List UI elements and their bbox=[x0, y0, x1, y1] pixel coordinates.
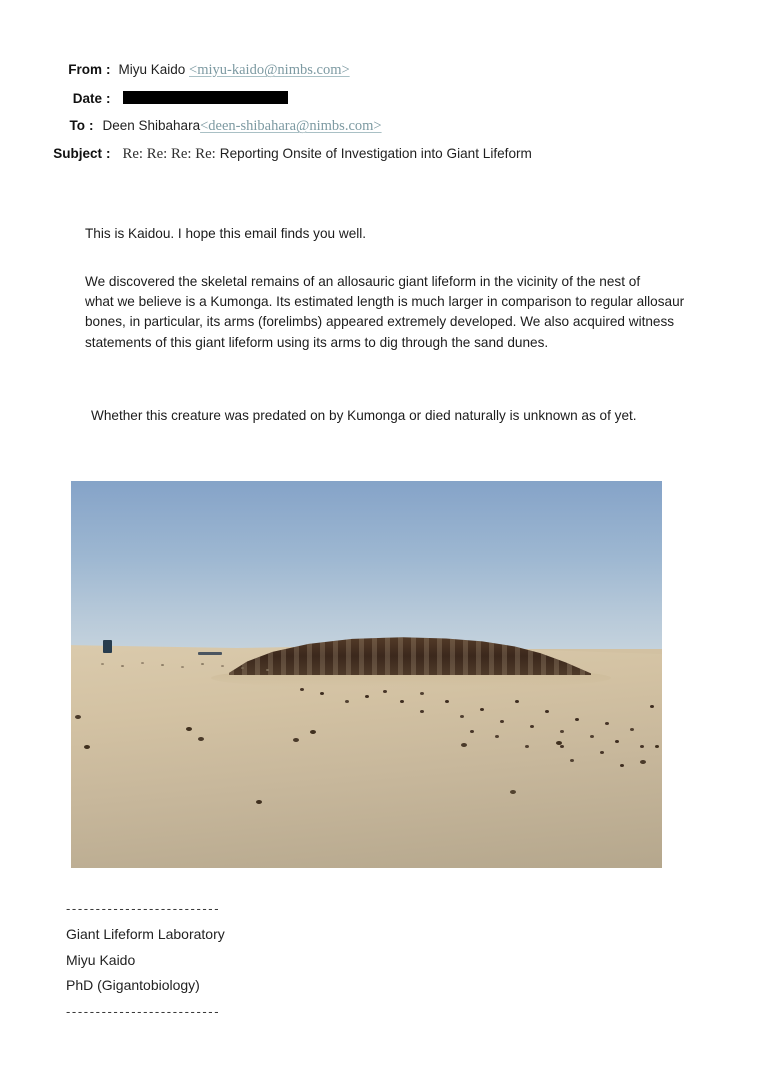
report-paragraph bbox=[85, 272, 684, 353]
report-line: what we believe is a Kumonga. Its estimated length is much larger in comparison to regular allosaur bbox=[85, 294, 685, 310]
header-row-date bbox=[0, 90, 758, 118]
signature-divider: -------------------------- bbox=[66, 1004, 221, 1020]
to-colon: : bbox=[89, 118, 94, 133]
date-redaction-bar bbox=[123, 91, 288, 104]
signature-block bbox=[66, 896, 225, 1025]
desert-photo bbox=[71, 481, 662, 868]
report-line: We discovered the skeletal remains of an allosauric giant lifeform in the vicinity of the nest of bbox=[85, 274, 641, 289]
subject-label: Subject bbox=[53, 146, 102, 161]
signature-name: Miyu Kaido bbox=[66, 951, 136, 968]
email-header bbox=[0, 62, 758, 174]
photo-distant-object bbox=[198, 652, 222, 655]
signature-title: PhD (Gigantobiology) bbox=[66, 977, 200, 994]
photo-sky bbox=[71, 481, 662, 649]
subject-colon: : bbox=[106, 146, 111, 161]
from-name: Miyu Kaido bbox=[118, 62, 190, 77]
report-line: statements of this giant lifeform using its arms to dig through the sand dunes. bbox=[85, 334, 549, 350]
photo-debris-line bbox=[71, 481, 74, 483]
header-row-from bbox=[0, 62, 758, 90]
from-value bbox=[119, 62, 350, 79]
signature-organization: Giant Lifeform Laboratory bbox=[66, 925, 225, 942]
date-label: Date bbox=[72, 91, 102, 106]
from-label: From bbox=[68, 62, 102, 77]
signature-divider: -------------------------- bbox=[66, 901, 221, 916]
to-value bbox=[103, 118, 382, 135]
to-label: To bbox=[69, 118, 85, 133]
header-row-subject bbox=[0, 146, 758, 174]
date-colon: : bbox=[106, 91, 111, 106]
photo-signpost bbox=[103, 640, 112, 653]
note-paragraph: Whether this creature was predated on by Kumonga or died naturally is unknown as of yet. bbox=[91, 408, 637, 423]
header-row-to bbox=[0, 118, 758, 146]
subject-text: Reporting Onsite of Investigation into Giant Lifeform bbox=[219, 146, 532, 161]
to-email-link[interactable]: <deen-shibahara@nimbs.com> bbox=[200, 118, 382, 134]
greeting-paragraph: This is Kaidou. I hope this email finds you well. bbox=[85, 226, 367, 241]
from-email-link[interactable]: <miyu-kaido@nimbs.com> bbox=[189, 62, 350, 78]
subject-value bbox=[123, 146, 532, 163]
from-colon: : bbox=[106, 62, 111, 77]
to-name: Deen Shibahara bbox=[102, 118, 201, 133]
report-line: bones, in particular, its arms (forelimbs) appeared extremely developed. We also acquired witness bbox=[85, 314, 675, 330]
subject-reply-prefix: Re: Re: Re: Re: bbox=[122, 146, 216, 162]
